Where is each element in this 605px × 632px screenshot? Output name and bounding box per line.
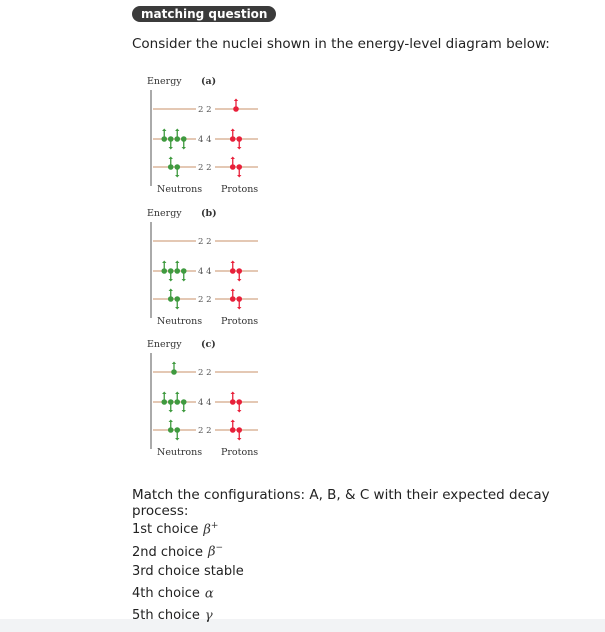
- neutrons-label: Neutrons: [157, 184, 203, 194]
- neutron-dot-arrowhead: [169, 289, 173, 292]
- proton-dot: [236, 399, 242, 405]
- neutron-dot-arrowhead: [162, 129, 166, 132]
- proton-dot: [236, 268, 242, 274]
- neutron-dot-arrowhead: [162, 392, 166, 395]
- level-capacity: 2 2: [198, 295, 212, 305]
- energy-diagram-c: [143, 337, 273, 457]
- energy-axis-label: Energy: [147, 76, 182, 87]
- neutron-dot-arrowhead: [162, 261, 166, 264]
- proton-dot: [230, 296, 236, 302]
- neutron-dot: [174, 136, 180, 142]
- proton-dot-arrowhead: [237, 147, 241, 150]
- choice-item: [132, 562, 249, 581]
- choice-item: [132, 581, 249, 603]
- neutron-dot-arrowhead: [169, 157, 173, 160]
- neutron-dot: [161, 268, 167, 274]
- neutron-dot: [174, 427, 180, 433]
- level-capacity: 4 4: [198, 398, 212, 408]
- choice-label: 1st choice: [132, 522, 199, 538]
- diagram-label: (a): [201, 76, 217, 87]
- protons-label: Protons: [221, 184, 259, 194]
- proton-dot-arrowhead: [234, 99, 238, 102]
- protons-label: Protons: [221, 447, 259, 457]
- level-capacity: 2 2: [198, 163, 212, 173]
- neutron-dot: [174, 399, 180, 405]
- neutron-dot: [168, 268, 174, 274]
- neutron-dot-arrowhead: [175, 392, 179, 395]
- proton-dot-arrowhead: [237, 307, 241, 310]
- proton-dot: [236, 164, 242, 170]
- neutron-dot: [168, 296, 174, 302]
- choice-symbol: α: [204, 585, 214, 601]
- level-capacity: 4 4: [198, 267, 212, 277]
- neutron-dot-arrowhead: [175, 261, 179, 264]
- proton-dot-arrowhead: [231, 420, 235, 423]
- neutrons-label: Neutrons: [157, 447, 203, 457]
- neutron-dot: [168, 136, 174, 142]
- proton-dot-arrowhead: [231, 289, 235, 292]
- energy-axis-label: Energy: [147, 339, 182, 350]
- proton-dot-arrowhead: [231, 157, 235, 160]
- question-type-badge: matching question: [132, 6, 276, 22]
- choice-item: [132, 539, 249, 561]
- match-prompt: Match the configurations: A, B, & C with their expected decay process:: [132, 487, 550, 519]
- choice-label: 2nd choice: [132, 544, 203, 560]
- choice-label: 5th choice: [132, 608, 200, 624]
- proton-dot: [236, 427, 242, 433]
- neutron-dot-arrowhead: [175, 175, 179, 178]
- neutron-dot: [174, 296, 180, 302]
- proton-dot: [230, 268, 236, 274]
- choice-symbol: β+: [203, 521, 219, 538]
- neutron-dot: [168, 164, 174, 170]
- neutron-dot-arrowhead: [169, 410, 173, 413]
- neutron-dot: [171, 369, 177, 375]
- proton-dot: [233, 106, 239, 112]
- neutron-dot: [168, 399, 174, 405]
- neutron-dot-arrowhead: [169, 279, 173, 282]
- proton-dot: [230, 164, 236, 170]
- choice-label: 4th choice: [132, 585, 200, 601]
- level-capacity: 4 4: [198, 135, 212, 145]
- diagram-label: (c): [201, 339, 216, 350]
- choice-label: 3rd choice stable: [132, 563, 244, 579]
- question-intro: Consider the nuclei shown in the energy-level diagram below:: [132, 36, 550, 52]
- neutrons-label: Neutrons: [157, 316, 203, 326]
- neutron-dot: [174, 268, 180, 274]
- proton-dot: [230, 399, 236, 405]
- proton-dot: [230, 427, 236, 433]
- neutron-dot-arrowhead: [169, 420, 173, 423]
- proton-dot: [236, 296, 242, 302]
- level-capacity: 2 2: [198, 237, 212, 247]
- neutron-dot: [161, 399, 167, 405]
- energy-axis-label: Energy: [147, 208, 182, 219]
- level-capacity: 2 2: [198, 426, 212, 436]
- choice-list: [132, 517, 249, 625]
- level-capacity: 2 2: [198, 368, 212, 378]
- energy-diagram-a: [143, 74, 273, 194]
- energy-diagram-b: [143, 206, 273, 326]
- proton-dot-arrowhead: [237, 410, 241, 413]
- neutron-dot: [168, 427, 174, 433]
- proton-dot: [230, 136, 236, 142]
- neutron-dot-arrowhead: [175, 438, 179, 441]
- neutron-dot: [181, 399, 187, 405]
- choice-symbol: β−: [208, 543, 224, 560]
- neutron-dot-arrowhead: [182, 147, 186, 150]
- neutron-dot: [181, 268, 187, 274]
- neutron-dot-arrowhead: [182, 410, 186, 413]
- neutron-dot-arrowhead: [175, 307, 179, 310]
- level-capacity: 2 2: [198, 105, 212, 115]
- choice-item: [132, 603, 249, 625]
- proton-dot-arrowhead: [231, 392, 235, 395]
- neutron-dot-arrowhead: [172, 362, 176, 365]
- neutron-dot-arrowhead: [169, 147, 173, 150]
- proton-dot-arrowhead: [237, 438, 241, 441]
- proton-dot-arrowhead: [231, 261, 235, 264]
- neutron-dot: [174, 164, 180, 170]
- proton-dot-arrowhead: [237, 175, 241, 178]
- proton-dot: [236, 136, 242, 142]
- choice-item: [132, 517, 249, 539]
- protons-label: Protons: [221, 316, 259, 326]
- neutron-dot: [161, 136, 167, 142]
- proton-dot-arrowhead: [231, 129, 235, 132]
- choice-symbol: γ: [204, 608, 213, 624]
- neutron-dot-arrowhead: [182, 279, 186, 282]
- bottom-bar: [0, 619, 605, 632]
- diagram-label: (b): [201, 208, 217, 219]
- neutron-dot-arrowhead: [175, 129, 179, 132]
- neutron-dot: [181, 136, 187, 142]
- proton-dot-arrowhead: [237, 279, 241, 282]
